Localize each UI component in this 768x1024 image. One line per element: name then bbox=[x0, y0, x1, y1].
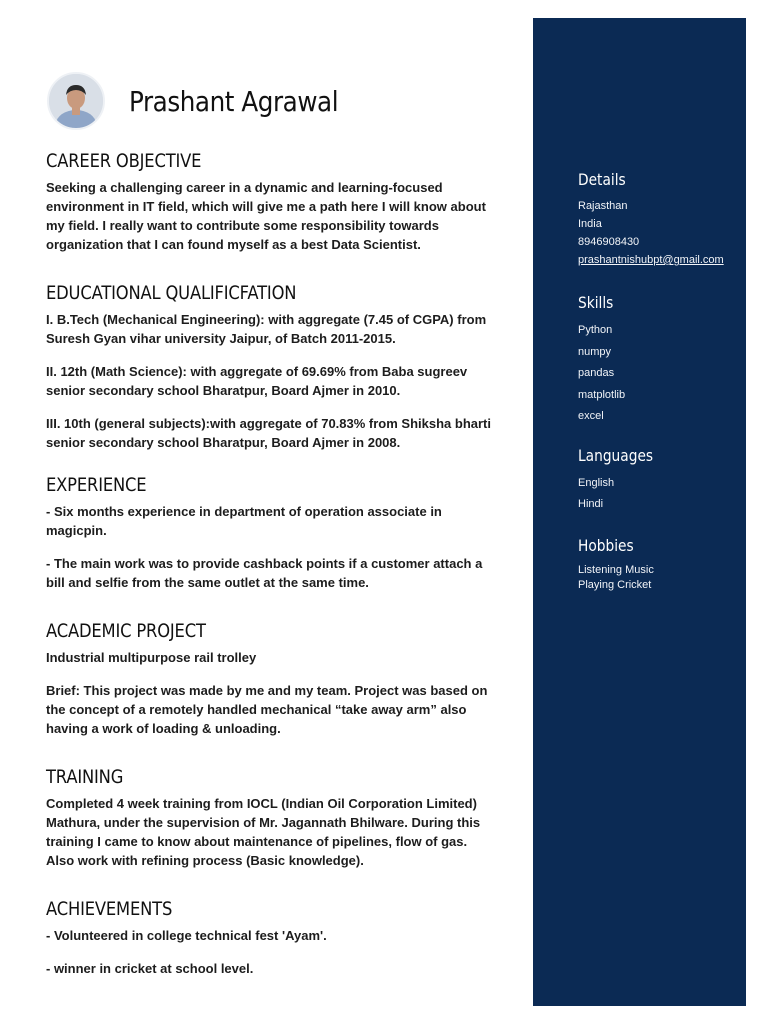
candidate-name: Prashant Agrawal bbox=[129, 84, 339, 118]
experience-section bbox=[46, 474, 496, 592]
avatar bbox=[47, 72, 105, 130]
section-title: ACADEMIC PROJECT bbox=[46, 620, 206, 642]
details-email-link[interactable]: prashantnishubpt@gmail.com bbox=[578, 254, 724, 266]
hobbies-block bbox=[578, 536, 738, 593]
achievement-item: - Volunteered in college technical fest 'Ayam'. bbox=[46, 928, 327, 943]
resume-header bbox=[47, 70, 367, 132]
sidebar bbox=[533, 18, 746, 1006]
career-objective-text: Seeking a challenging career in a dynamic and learning-focused environment in IT field, which will give me a path here I will know about my field. I really want to contribute some responsibility towards organization that I can found myself as a best Data Scientist. bbox=[46, 180, 486, 252]
skill-item: matplotlib bbox=[578, 388, 626, 401]
main-column bbox=[46, 150, 496, 978]
education-item: I. B.Tech (Mechanical Engineering): with aggregate (7.45 of CGPA) from Suresh Gyan vihar university Jaipur, of Batch 2011-2015. bbox=[46, 312, 487, 346]
details-state: Rajasthan bbox=[578, 200, 628, 212]
language-item: Hindi bbox=[578, 498, 604, 510]
sidebar-content bbox=[578, 170, 738, 615]
skill-item: excel bbox=[578, 410, 604, 422]
project-brief: Brief: This project was made by me and my team. Project was based on the concept of a remotely handled mechanical “take away arm” also having a work of loading & unloading. bbox=[46, 683, 488, 736]
hobby-item: Playing Cricket bbox=[578, 578, 652, 591]
education-section bbox=[46, 282, 496, 452]
profile-photo-icon bbox=[49, 74, 103, 128]
skills-title: Skills bbox=[578, 293, 614, 312]
skill-item: pandas bbox=[578, 367, 615, 379]
hobbies-title: Hobbies bbox=[578, 535, 634, 555]
skill-item: Python bbox=[578, 324, 613, 336]
experience-item: - Six months experience in department of operation associate in magicpin. bbox=[46, 504, 442, 538]
details-phone: 8946908430 bbox=[578, 236, 640, 248]
experience-item: - The main work was to provide cashback points if a customer attach a bill and selfie from the same outlet at the same time. bbox=[46, 556, 483, 590]
achievements-section bbox=[46, 898, 496, 978]
details-country: India bbox=[578, 218, 602, 230]
career-objective-section bbox=[46, 150, 496, 254]
languages-title: Languages bbox=[578, 445, 654, 465]
education-item: II. 12th (Math Science): with aggregate of 69.69% from Baba sugreev senior secondary school Bharatpur, Board Ajmer in 2010. bbox=[46, 364, 468, 398]
section-title: EXPERIENCE bbox=[46, 474, 147, 496]
training-section bbox=[46, 766, 496, 870]
details-title: Details bbox=[578, 170, 626, 189]
achievement-item: - winner in cricket at school level. bbox=[46, 961, 254, 976]
education-item: III. 10th (general subjects):with aggregate of 70.83% from Shiksha bharti senior secondary school Bharatpur, Board Ajmer in 2008. bbox=[46, 416, 491, 450]
project-name: Industrial multipurpose rail trolley bbox=[46, 650, 257, 665]
languages-block bbox=[578, 446, 738, 516]
language-item: English bbox=[578, 476, 615, 489]
hobby-item: Listening Music bbox=[578, 563, 654, 576]
academic-project-section bbox=[46, 620, 496, 738]
section-title: CAREER OBJECTIVE bbox=[46, 150, 202, 172]
skill-item: numpy bbox=[578, 345, 612, 358]
section-title: ACHIEVEMENTS bbox=[46, 898, 173, 920]
section-title: EDUCATIONAL QUALIFICFATION bbox=[46, 282, 297, 304]
section-title: TRAINING bbox=[46, 766, 124, 788]
training-text: Completed 4 week training from IOCL (Indian Oil Corporation Limited) Mathura, under the supervision of Mr. Jagannath Bhilware. During this training I came to know about maintenance of pipelines, flow of gas. Also work with refining process (Basic knowledge). bbox=[46, 796, 481, 868]
details-block bbox=[578, 170, 738, 269]
skills-block bbox=[578, 293, 738, 428]
